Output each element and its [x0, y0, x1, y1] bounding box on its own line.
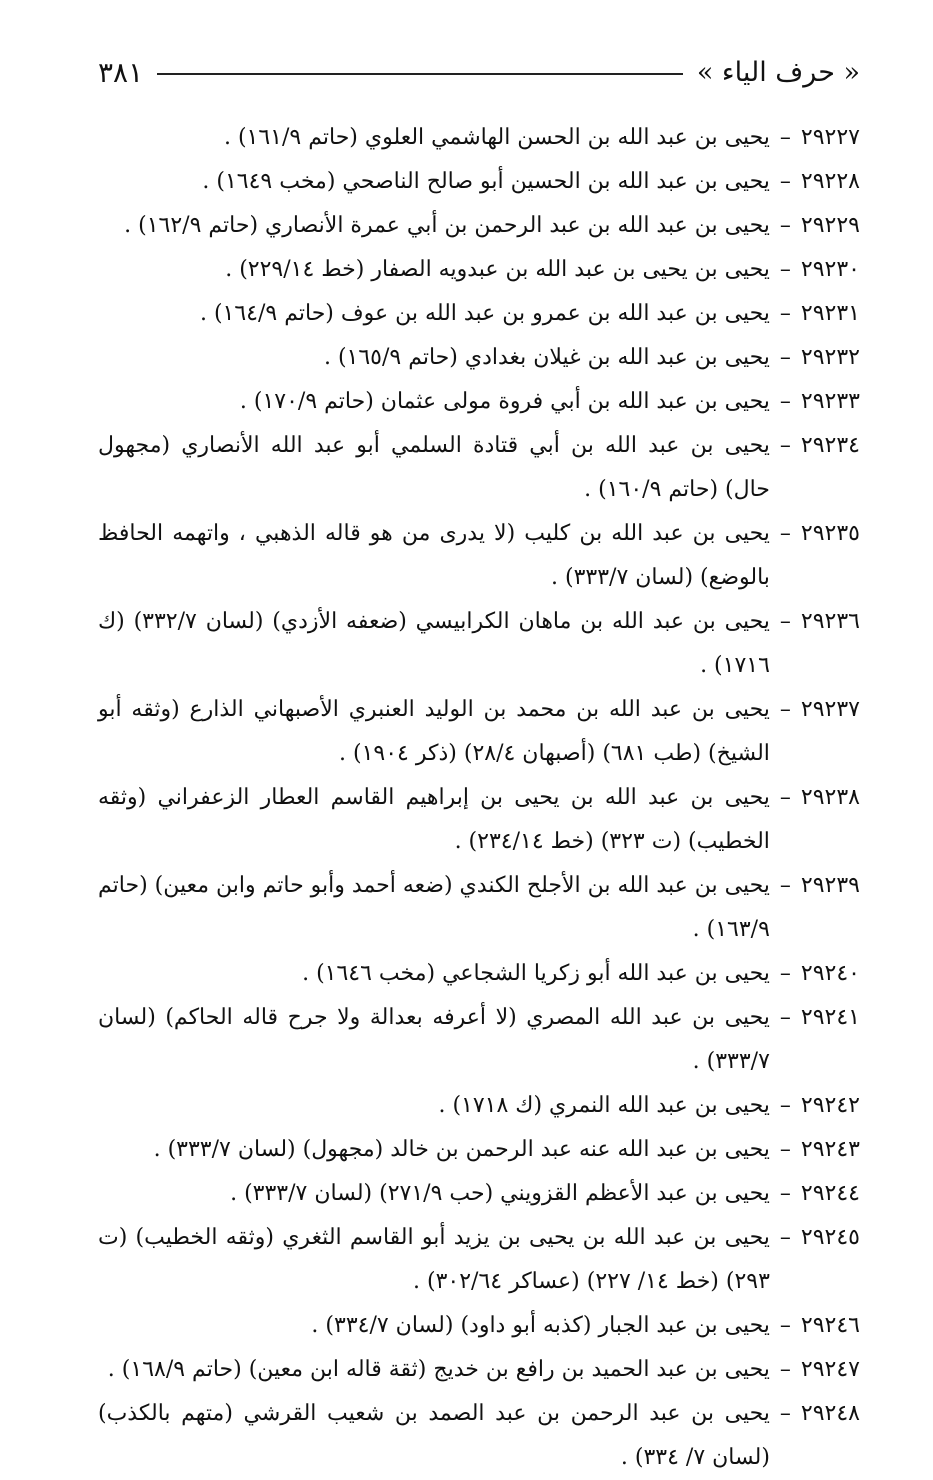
entry-number: ٢٩٢٣١ — [800, 301, 860, 326]
entry-dash: – — [779, 433, 791, 458]
list-item — [98, 1304, 860, 1348]
entry-dash: – — [779, 697, 791, 722]
entry-number: ٢٩٢٢٩ — [800, 213, 860, 238]
entry-text: يحيى بن عبد الله بن كليب (لا يدرى من هو قاله الذهبي ، واتهمه الحافظ بالوضع) (لسان ٣٣٣/٧) . — [98, 521, 770, 590]
entry-dash: – — [779, 521, 791, 546]
entry-text: يحيى بن عبد الله بن أبي فروة مولى عثمان (حاتم ١٧٠/٩) . — [239, 389, 770, 414]
entry-dash: – — [779, 1093, 791, 1118]
entry-number: ٢٩٢٤٠ — [800, 961, 860, 986]
entry-text: يحيى بن عبد الله بن الأجلح الكندي (ضعه أحمد وأبو حاتم وابن معين) (حاتم ١٦٣/٩) . — [98, 873, 770, 942]
entry-dash: – — [779, 873, 791, 898]
entry-text: يحيى بن عبد الأعظم القزويني (حب ٢٧١/٩) (لسان ٣٣٣/٧) . — [230, 1181, 770, 1206]
list-item — [98, 1172, 860, 1216]
entry-number: ٢٩٢٣٨ — [800, 785, 860, 810]
list-item — [98, 776, 860, 864]
list-item — [98, 336, 860, 380]
entry-dash: – — [779, 389, 791, 414]
entry-list — [98, 116, 860, 1480]
entry-text: يحيى بن عبد الله أبو زكريا الشجاعي (مخب ١٦٤٦) . — [302, 961, 770, 986]
entry-dash: – — [779, 1005, 791, 1030]
entry-number: ٢٩٢٣٩ — [800, 873, 860, 898]
entry-dash: – — [779, 1137, 791, 1162]
entry-number: ٢٩٢٣٦ — [800, 609, 860, 634]
entry-text: يحيى بن عبد الله بن يحيى بن إبراهيم القاسم العطار الزعفراني (وثقه الخطيب) (ت ٣٢٣) (خط ٢٣٤/١٤) . — [98, 785, 770, 854]
entry-text: يحيى بن عبد الله بن غيلان بغدادي (حاتم ١٦٥/٩) . — [323, 345, 770, 370]
entry-text: يحيى بن عبد الله بن عبد الرحمن بن أبي عمرة الأنصاري (حاتم ١٦٢/٩) . — [124, 213, 770, 238]
entry-text: يحيى بن عبد الله بن الحسن الهاشمي العلوي (حاتم ١٦١/٩) . — [223, 125, 770, 150]
entry-dash: – — [779, 345, 791, 370]
entry-text: يحيى بن عبد الله بن الحسين أبو صالح الناصحي (مخب ١٦٤٩) . — [202, 169, 770, 194]
entry-dash: – — [779, 961, 791, 986]
list-item — [98, 688, 860, 776]
entry-number: ٢٩٢٤١ — [800, 1005, 860, 1030]
entry-dash: – — [779, 1225, 791, 1250]
entry-dash: – — [779, 1401, 791, 1426]
entry-number: ٢٩٢٢٨ — [800, 169, 860, 194]
entry-number: ٢٩٢٣٣ — [800, 389, 860, 414]
chapter-title: « حرف الياء » — [696, 56, 860, 88]
list-item — [98, 864, 860, 952]
entry-dash: – — [779, 785, 791, 810]
list-item — [98, 1084, 860, 1128]
entry-dash: – — [779, 125, 791, 150]
entry-number: ٢٩٢٤٨ — [800, 1401, 860, 1426]
entry-text: يحيى بن عبد الرحمن بن عبد الصمد بن شعيب القرشي (متهم بالكذب) (لسان ٧/ ٣٣٤) . — [98, 1401, 770, 1470]
list-item — [98, 1216, 860, 1304]
page-number: ٣٨١ — [98, 55, 144, 89]
entry-number: ٢٩٢٤٧ — [800, 1357, 860, 1382]
entry-dash: – — [779, 1313, 791, 1338]
entry-number: ٢٩٢٣٤ — [800, 433, 860, 458]
entry-text: يحيى بن عبد الله بن محمد بن الوليد العنبري الأصبهاني الذارع (وثقه أبو الشيخ) (طب ٦٨١) (أصبهان ٢٨/٤) (ذكر ١٩٠٤) . — [98, 697, 770, 766]
entry-text: يحيى بن عبد الله المصري (لا أعرفه بعدالة ولا جرح قاله الحاكم) (لسان ٣٣٣/٧) . — [98, 1005, 770, 1074]
entry-number: ٢٩٢٤٣ — [800, 1137, 860, 1162]
header-rule — [157, 73, 683, 75]
entry-text: يحيى بن عبد الله بن يحيى بن يزيد أبو القاسم الثغري (وثقه الخطيب) (ت ٢٩٣) (خط ١٤/ ٢٢٧) (عساكر ٣٠٢/٦٤) . — [98, 1225, 770, 1294]
entry-number: ٢٩٢٤٦ — [800, 1313, 860, 1338]
entry-text: يحيى بن يحيى بن عبد الله بن عبدويه الصفار (خط ٢٢٩/١٤) . — [225, 257, 770, 282]
entry-text: يحيى بن عبد الحميد بن رافع بن خديج (ثقة قاله ابن معين) (حاتم ١٦٨/٩) . — [107, 1357, 770, 1382]
entry-dash: – — [779, 301, 791, 326]
list-item — [98, 1348, 860, 1392]
list-item — [98, 424, 860, 512]
entry-number: ٢٩٢٣٠ — [800, 257, 860, 282]
list-item — [98, 952, 860, 996]
list-item — [98, 292, 860, 336]
list-item — [98, 1392, 860, 1480]
entry-dash: – — [779, 1181, 791, 1206]
entry-number: ٢٩٢٣٢ — [800, 345, 860, 370]
entry-number: ٢٩٢٤٤ — [800, 1181, 860, 1206]
entry-text: يحيى بن عبد الله عنه عبد الرحمن بن خالد (مجهول) (لسان ٣٣٣/٧) . — [153, 1137, 770, 1162]
list-item — [98, 600, 860, 688]
entry-number: ٢٩٢٣٥ — [800, 521, 860, 546]
list-item — [98, 204, 860, 248]
entry-dash: – — [779, 1357, 791, 1382]
list-item — [98, 996, 860, 1084]
entry-text: يحيى بن عبد الله النمري (ك ١٧١٨) . — [438, 1093, 770, 1118]
entry-text: يحيى بن عبد الجبار (كذبه أبو داود) (لسان ٣٣٤/٧) . — [311, 1313, 770, 1338]
entry-number: ٢٩٢٣٧ — [800, 697, 860, 722]
entry-dash: – — [779, 169, 791, 194]
entry-text: يحيى بن عبد الله بن أبي قتادة السلمي أبو عبد الله الأنصاري (مجهول حال) (حاتم ١٦٠/٩) . — [98, 433, 770, 502]
list-item — [98, 116, 860, 160]
entry-number: ٢٩٢٢٧ — [800, 125, 860, 150]
list-item — [98, 512, 860, 600]
entry-dash: – — [779, 257, 791, 282]
list-item — [98, 160, 860, 204]
entry-number: ٢٩٢٤٥ — [800, 1225, 860, 1250]
entry-dash: – — [779, 609, 791, 634]
page-header — [98, 52, 860, 92]
entry-text: يحيى بن عبد الله بن عمرو بن عبد الله بن عوف (حاتم ١٦٤/٩) . — [199, 301, 770, 326]
list-item — [98, 380, 860, 424]
list-item — [98, 1128, 860, 1172]
list-item — [98, 248, 860, 292]
entry-text: يحيى بن عبد الله بن ماهان الكرابيسي (ضعفه الأزدي) (لسان ٣٣٢/٧) (ك ١٧١٦) . — [98, 609, 770, 678]
entry-dash: – — [779, 213, 791, 238]
entry-number: ٢٩٢٤٢ — [800, 1093, 860, 1118]
